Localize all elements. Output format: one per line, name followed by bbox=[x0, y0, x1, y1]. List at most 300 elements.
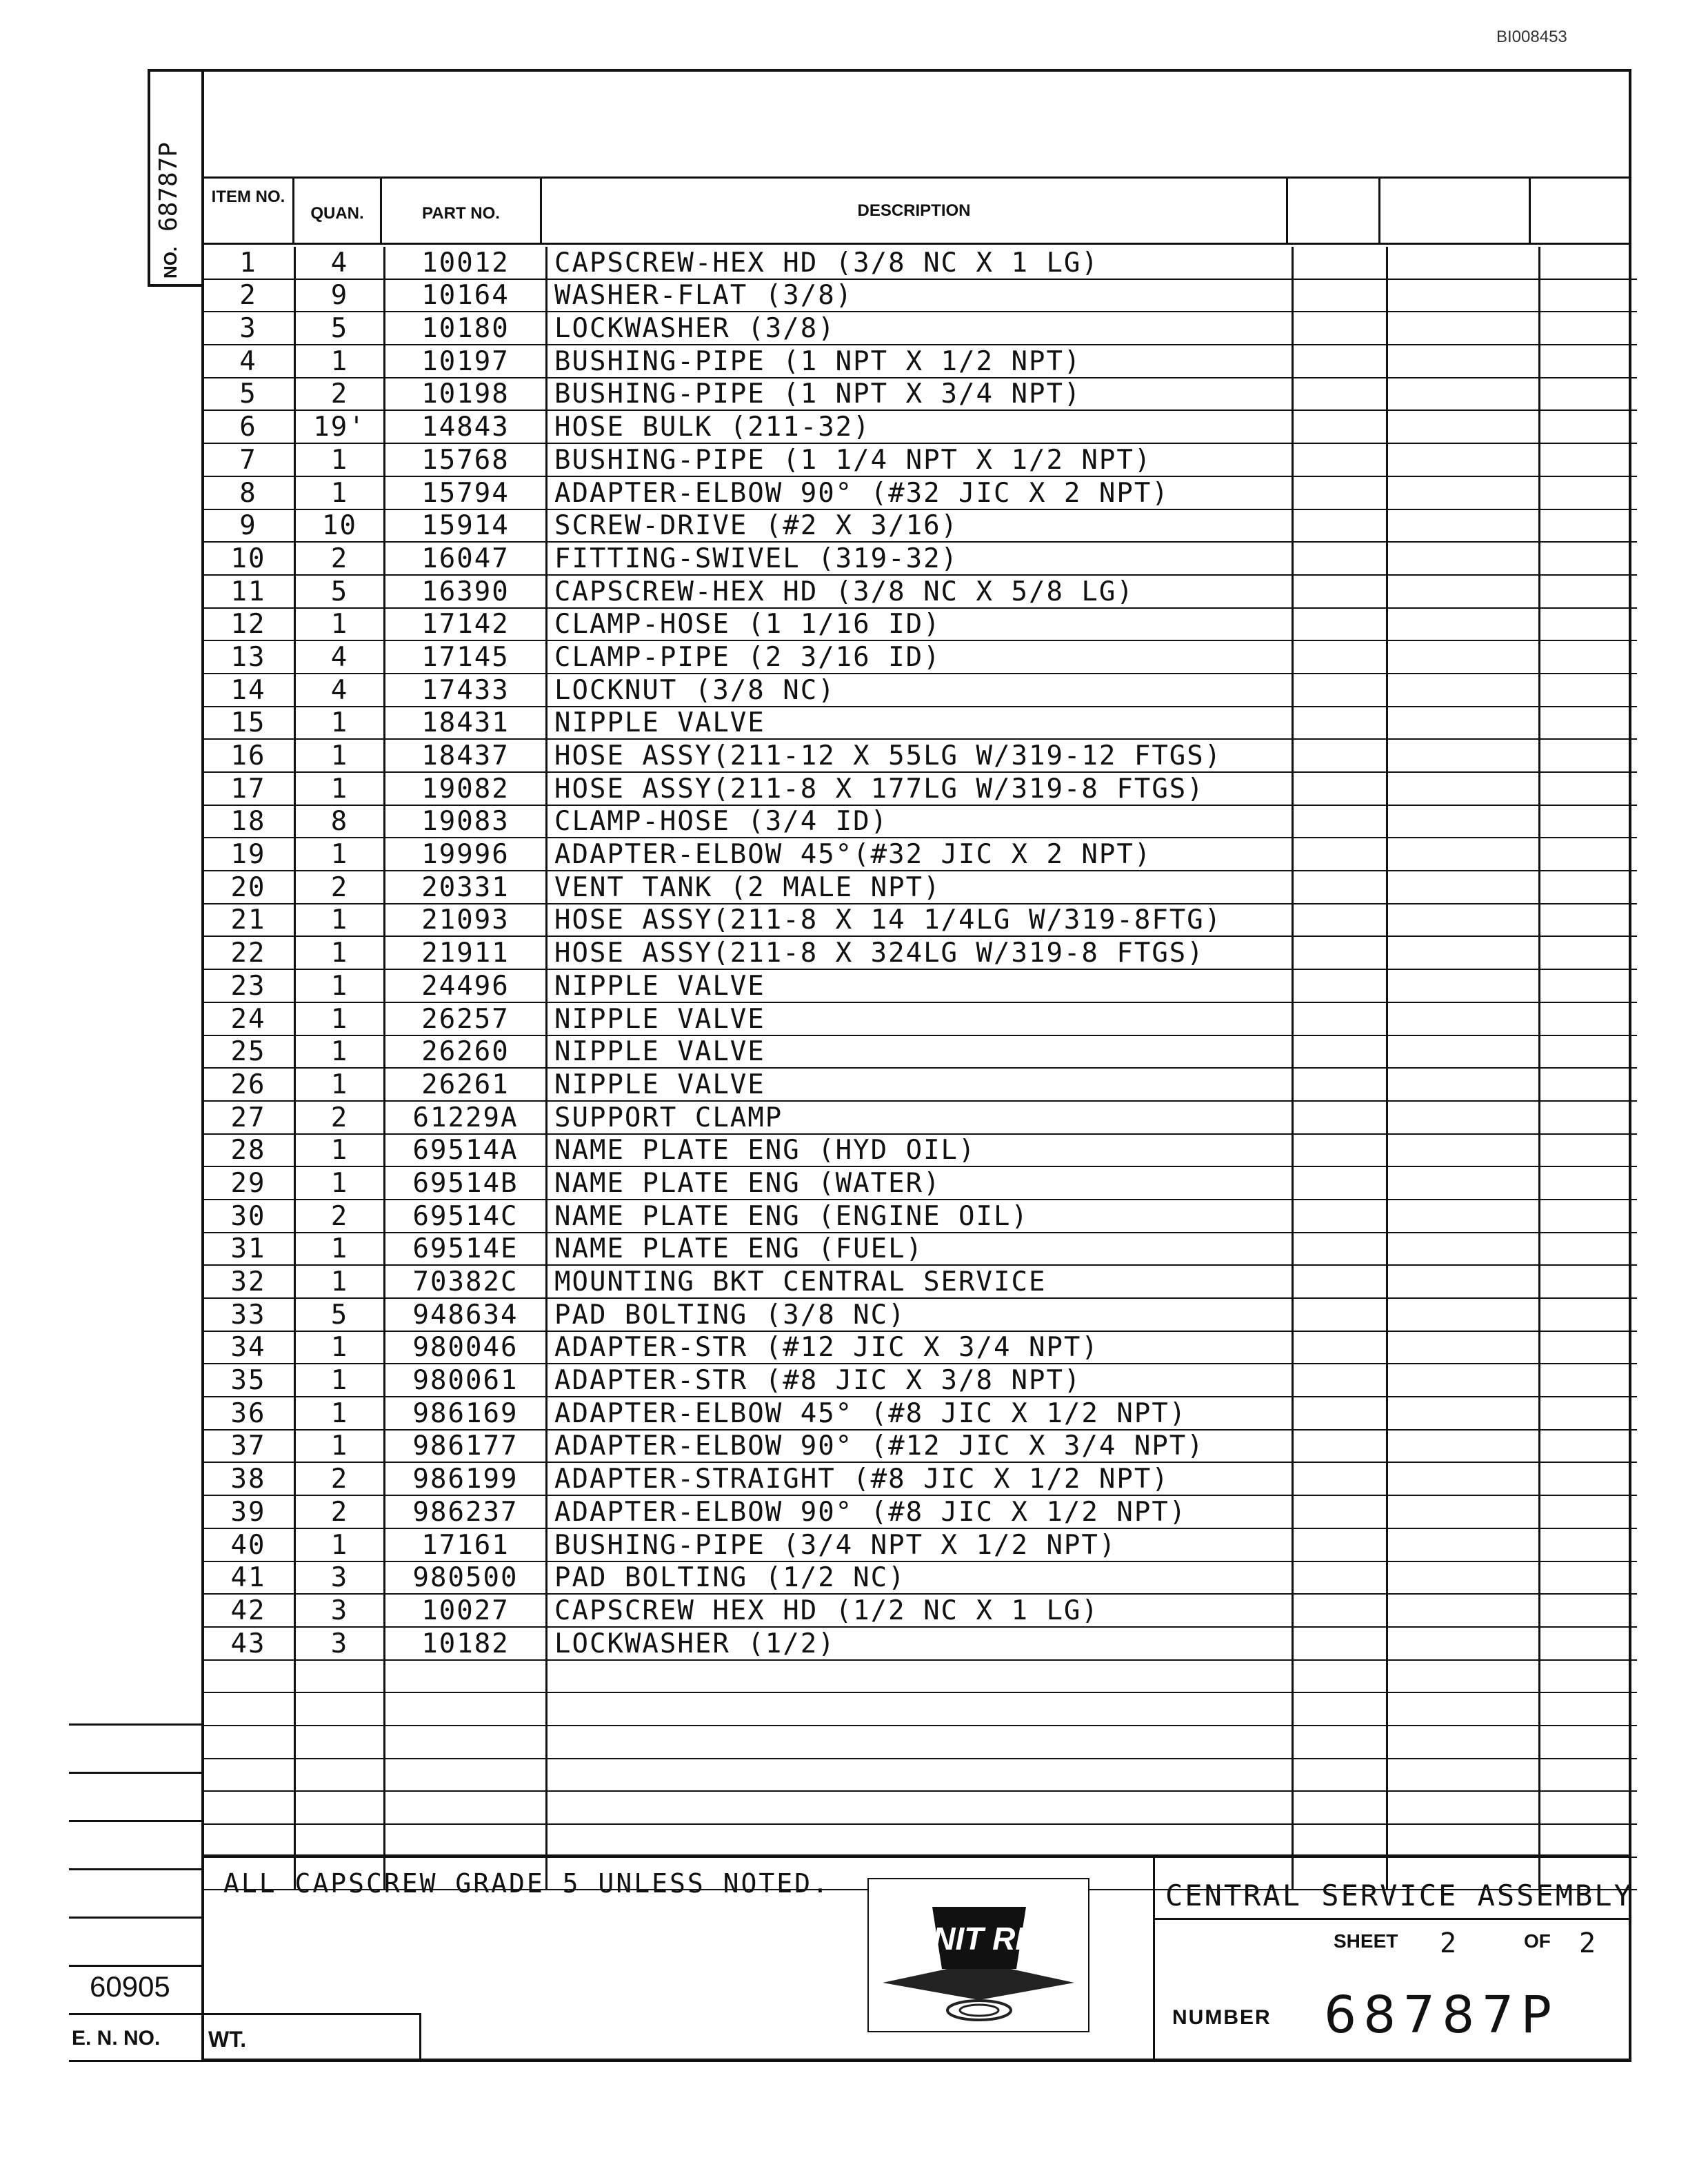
part-number-cell: 26261 bbox=[385, 1068, 547, 1101]
blank-cell bbox=[547, 1660, 1293, 1693]
extra-cell bbox=[1293, 640, 1387, 674]
header-bottom-rule bbox=[201, 243, 1631, 245]
extra-cell bbox=[1387, 608, 1540, 641]
general-note: ALL CAPSCREW GRADE 5 UNLESS NOTED. bbox=[223, 1868, 830, 1899]
blank-cell bbox=[1387, 1726, 1540, 1759]
description-cell: HOSE ASSY(211-8 X 14 1/4LG W/319-8FTG) bbox=[547, 904, 1293, 937]
part-number-cell: 16047 bbox=[385, 542, 547, 575]
assembly-title: CENTRAL SERVICE ASSEMBLY bbox=[1165, 1879, 1634, 1912]
part-number-cell: 948634 bbox=[385, 1298, 547, 1331]
extra-cell bbox=[1387, 378, 1540, 411]
item-number-cell: 18 bbox=[203, 805, 295, 838]
description-cell: NAME PLATE ENG (WATER) bbox=[547, 1166, 1293, 1200]
table-row bbox=[203, 707, 1637, 740]
blank-cell bbox=[1387, 1791, 1540, 1824]
extra-cell bbox=[1293, 871, 1387, 904]
extra-cell bbox=[1293, 805, 1387, 838]
extra-cell bbox=[1293, 739, 1387, 772]
extra-cell bbox=[1387, 312, 1540, 345]
part-number-cell: 15794 bbox=[385, 476, 547, 509]
description-cell: NIPPLE VALVE bbox=[547, 969, 1293, 1002]
notes-top-rule bbox=[201, 1854, 1631, 1857]
item-number-cell: 32 bbox=[203, 1265, 295, 1298]
extra-cell bbox=[1540, 805, 1638, 838]
description-cell: SCREW-DRIVE (#2 X 3/16) bbox=[547, 509, 1293, 543]
part-number-cell: 980046 bbox=[385, 1331, 547, 1364]
part-number-cell: 10027 bbox=[385, 1594, 547, 1627]
table-row bbox=[203, 1561, 1637, 1595]
extra-cell bbox=[1387, 674, 1540, 707]
description-cell: PAD BOLTING (1/2 NC) bbox=[547, 1561, 1293, 1595]
extra-cell bbox=[1293, 1364, 1387, 1397]
description-cell: CLAMP-HOSE (3/4 ID) bbox=[547, 805, 1293, 838]
extra-cell bbox=[1293, 1166, 1387, 1200]
part-number-cell: 980500 bbox=[385, 1561, 547, 1595]
item-number-cell: 24 bbox=[203, 1002, 295, 1035]
blank-cell bbox=[1540, 1692, 1638, 1726]
header-description: DESCRIPTION bbox=[857, 201, 971, 220]
extra-cell bbox=[1540, 476, 1638, 509]
quantity-cell: 1 bbox=[295, 707, 385, 740]
blank-table-row bbox=[203, 1824, 1637, 1857]
sheet-number: 2 bbox=[1440, 1928, 1457, 1959]
description-cell: LOCKNUT (3/8 NC) bbox=[547, 674, 1293, 707]
extra-cell bbox=[1540, 1035, 1638, 1069]
description-cell: CLAMP-HOSE (1 1/16 ID) bbox=[547, 608, 1293, 641]
item-number-cell: 16 bbox=[203, 739, 295, 772]
item-number-cell: 43 bbox=[203, 1627, 295, 1660]
extra-cell bbox=[1387, 279, 1540, 312]
description-cell: BUSHING-PIPE (1 1/4 NPT X 1/2 NPT) bbox=[547, 443, 1293, 476]
blank-cell bbox=[1293, 1692, 1387, 1726]
item-number-cell: 12 bbox=[203, 608, 295, 641]
extra-cell bbox=[1293, 1331, 1387, 1364]
drawing-number-tab bbox=[148, 69, 201, 287]
quantity-cell: 5 bbox=[295, 1298, 385, 1331]
table-row bbox=[203, 1627, 1637, 1660]
item-number-cell: 9 bbox=[203, 509, 295, 543]
extra-cell bbox=[1540, 772, 1638, 805]
quantity-cell: 1 bbox=[295, 608, 385, 641]
extra-cell bbox=[1387, 1627, 1540, 1660]
item-number-cell: 31 bbox=[203, 1233, 295, 1266]
extra-cell bbox=[1540, 1265, 1638, 1298]
part-number-cell: 10182 bbox=[385, 1627, 547, 1660]
extra-cell bbox=[1387, 936, 1540, 969]
extra-cell bbox=[1540, 1200, 1638, 1233]
item-number-cell: 13 bbox=[203, 640, 295, 674]
part-number-cell: 986169 bbox=[385, 1397, 547, 1430]
extra-cell bbox=[1387, 542, 1540, 575]
extra-cell bbox=[1293, 509, 1387, 543]
extra-cell bbox=[1387, 1101, 1540, 1134]
quantity-cell: 2 bbox=[295, 871, 385, 904]
description-cell: LOCKWASHER (1/2) bbox=[547, 1627, 1293, 1660]
en-number-value: 60905 bbox=[90, 1970, 170, 2003]
blank-cell bbox=[1293, 1824, 1387, 1857]
blank-cell bbox=[295, 1692, 385, 1726]
description-cell: HOSE ASSY(211-8 X 177LG W/319-8 FTGS) bbox=[547, 772, 1293, 805]
quantity-cell: 1 bbox=[295, 936, 385, 969]
part-number-cell: 15914 bbox=[385, 509, 547, 543]
extra-cell bbox=[1387, 707, 1540, 740]
part-number-cell: 20331 bbox=[385, 871, 547, 904]
item-number-cell: 8 bbox=[203, 476, 295, 509]
quantity-cell: 1 bbox=[295, 838, 385, 871]
extra-cell bbox=[1540, 1233, 1638, 1266]
extra-cell bbox=[1540, 871, 1638, 904]
item-number-cell: 7 bbox=[203, 443, 295, 476]
table-row bbox=[203, 1462, 1637, 1495]
logo-text: UNIT RIG bbox=[910, 1921, 1049, 1957]
extra-cell bbox=[1540, 247, 1638, 279]
table-row bbox=[203, 969, 1637, 1002]
extra-cell bbox=[1293, 1101, 1387, 1134]
extra-cell bbox=[1293, 575, 1387, 608]
extra-cell bbox=[1293, 1430, 1387, 1463]
item-number-cell: 30 bbox=[203, 1200, 295, 1233]
table-row bbox=[203, 1495, 1637, 1528]
extra-cell bbox=[1540, 904, 1638, 937]
part-number-cell: 19082 bbox=[385, 772, 547, 805]
extra-cell bbox=[1293, 1134, 1387, 1167]
table-row bbox=[203, 509, 1637, 543]
extra-cell bbox=[1293, 279, 1387, 312]
extra-cell bbox=[1293, 969, 1387, 1002]
extra-cell bbox=[1540, 707, 1638, 740]
extra-cell bbox=[1387, 509, 1540, 543]
sheet-label: SHEET bbox=[1334, 1930, 1398, 1952]
item-number-cell: 17 bbox=[203, 772, 295, 805]
extra-cell bbox=[1540, 1627, 1638, 1660]
part-number-cell: 19083 bbox=[385, 805, 547, 838]
item-number-cell: 10 bbox=[203, 542, 295, 575]
table-row bbox=[203, 542, 1637, 575]
extra-cell bbox=[1540, 640, 1638, 674]
quantity-cell: 1 bbox=[295, 1265, 385, 1298]
table-row bbox=[203, 772, 1637, 805]
item-number-cell: 20 bbox=[203, 871, 295, 904]
item-number-cell: 6 bbox=[203, 410, 295, 443]
part-number-cell: 10198 bbox=[385, 378, 547, 411]
extra-cell bbox=[1293, 1068, 1387, 1101]
extra-cell bbox=[1540, 279, 1638, 312]
blank-cell bbox=[1540, 1791, 1638, 1824]
item-number-cell: 39 bbox=[203, 1495, 295, 1528]
table-row bbox=[203, 871, 1637, 904]
extra-cell bbox=[1540, 969, 1638, 1002]
part-number-cell: 61229A bbox=[385, 1101, 547, 1134]
description-cell: CAPSCREW-HEX HD (3/8 NC X 5/8 LG) bbox=[547, 575, 1293, 608]
table-row bbox=[203, 904, 1637, 937]
quantity-cell: 1 bbox=[295, 1430, 385, 1463]
quantity-cell: 5 bbox=[295, 575, 385, 608]
item-number-cell: 34 bbox=[203, 1331, 295, 1364]
description-cell: ADAPTER-ELBOW 90° (#8 JIC X 1/2 NPT) bbox=[547, 1495, 1293, 1528]
table-row bbox=[203, 443, 1637, 476]
extra-cell bbox=[1293, 772, 1387, 805]
description-cell: VENT TANK (2 MALE NPT) bbox=[547, 871, 1293, 904]
extra-cell bbox=[1540, 1068, 1638, 1101]
table-row bbox=[203, 838, 1637, 871]
part-number-cell: 14843 bbox=[385, 410, 547, 443]
description-cell: ADAPTER-STR (#12 JIC X 3/4 NPT) bbox=[547, 1331, 1293, 1364]
extra-cell bbox=[1293, 608, 1387, 641]
blank-cell bbox=[1540, 1759, 1638, 1792]
extra-cell bbox=[1293, 542, 1387, 575]
extra-cell bbox=[1387, 1265, 1540, 1298]
description-cell: CAPSCREW HEX HD (1/2 NC X 1 LG) bbox=[547, 1594, 1293, 1627]
en-number-label: E. N. NO. bbox=[72, 2027, 161, 2050]
extra-cell bbox=[1387, 1364, 1540, 1397]
extra-cell bbox=[1293, 476, 1387, 509]
extra-cell bbox=[1293, 443, 1387, 476]
table-row bbox=[203, 575, 1637, 608]
blank-cell bbox=[203, 1692, 295, 1726]
blank-cell bbox=[1387, 1824, 1540, 1857]
extra-cell bbox=[1293, 378, 1387, 411]
extra-cell bbox=[1293, 1265, 1387, 1298]
blank-cell bbox=[1387, 1660, 1540, 1693]
item-number-cell: 26 bbox=[203, 1068, 295, 1101]
quantity-cell: 4 bbox=[295, 247, 385, 279]
extra-cell bbox=[1540, 443, 1638, 476]
extra-cell bbox=[1293, 936, 1387, 969]
description-cell: NIPPLE VALVE bbox=[547, 1068, 1293, 1101]
extra-cell bbox=[1387, 805, 1540, 838]
part-number-cell: 69514B bbox=[385, 1166, 547, 1200]
description-cell: BUSHING-PIPE (1 NPT X 1/2 NPT) bbox=[547, 345, 1293, 378]
blank-cell bbox=[547, 1791, 1293, 1824]
extra-cell bbox=[1387, 1430, 1540, 1463]
title-block-divider bbox=[1153, 1854, 1155, 2061]
header-top-rule bbox=[201, 176, 1631, 179]
extra-cell bbox=[1387, 1200, 1540, 1233]
table-row bbox=[203, 936, 1637, 969]
part-number-cell: 24496 bbox=[385, 969, 547, 1002]
extra-cell bbox=[1387, 1561, 1540, 1595]
description-cell: CLAMP-PIPE (2 3/16 ID) bbox=[547, 640, 1293, 674]
part-number-cell: 980061 bbox=[385, 1364, 547, 1397]
blank-cell bbox=[203, 1660, 295, 1693]
item-number-cell: 27 bbox=[203, 1101, 295, 1134]
blank-cell bbox=[203, 1824, 295, 1857]
blank-table-row bbox=[203, 1660, 1637, 1693]
blank-cell bbox=[385, 1759, 547, 1792]
table-row bbox=[203, 1002, 1637, 1035]
quantity-cell: 1 bbox=[295, 904, 385, 937]
blank-cell bbox=[385, 1726, 547, 1759]
extra-cell bbox=[1293, 1528, 1387, 1561]
part-number-cell: 986237 bbox=[385, 1495, 547, 1528]
quantity-cell: 9 bbox=[295, 279, 385, 312]
item-number-cell: 3 bbox=[203, 312, 295, 345]
quantity-cell: 2 bbox=[295, 1200, 385, 1233]
table-row bbox=[203, 1134, 1637, 1167]
extra-cell bbox=[1293, 312, 1387, 345]
header-quan: QUAN. bbox=[310, 204, 364, 223]
quantity-cell: 1 bbox=[295, 1233, 385, 1266]
extra-cell bbox=[1540, 575, 1638, 608]
extra-cell bbox=[1540, 1002, 1638, 1035]
description-cell: PAD BOLTING (3/8 NC) bbox=[547, 1298, 1293, 1331]
quantity-cell: 1 bbox=[295, 345, 385, 378]
table-row bbox=[203, 640, 1637, 674]
extra-cell bbox=[1540, 936, 1638, 969]
sheet-total: 2 bbox=[1579, 1928, 1596, 1959]
table-row bbox=[203, 1364, 1637, 1397]
blank-cell bbox=[385, 1692, 547, 1726]
part-number-cell: 26257 bbox=[385, 1002, 547, 1035]
description-cell: NAME PLATE ENG (FUEL) bbox=[547, 1233, 1293, 1266]
quantity-cell: 5 bbox=[295, 312, 385, 345]
extra-cell bbox=[1387, 1233, 1540, 1266]
extra-cell bbox=[1387, 1331, 1540, 1364]
extra-cell bbox=[1540, 312, 1638, 345]
blank-cell bbox=[1387, 1692, 1540, 1726]
extra-cell bbox=[1387, 443, 1540, 476]
extra-cell bbox=[1387, 1035, 1540, 1069]
description-cell: NAME PLATE ENG (HYD OIL) bbox=[547, 1134, 1293, 1167]
blank-cell bbox=[1540, 1824, 1638, 1857]
part-number-cell: 986199 bbox=[385, 1462, 547, 1495]
description-cell: BUSHING-PIPE (1 NPT X 3/4 NPT) bbox=[547, 378, 1293, 411]
part-number-cell: 69514E bbox=[385, 1233, 547, 1266]
quantity-cell: 1 bbox=[295, 772, 385, 805]
extra-cell bbox=[1387, 1462, 1540, 1495]
table-row bbox=[203, 312, 1637, 345]
item-number-cell: 37 bbox=[203, 1430, 295, 1463]
part-number-cell: 18437 bbox=[385, 739, 547, 772]
extra-cell bbox=[1387, 1495, 1540, 1528]
item-number-cell: 14 bbox=[203, 674, 295, 707]
description-cell: ADAPTER-ELBOW 90° (#12 JIC X 3/4 NPT) bbox=[547, 1430, 1293, 1463]
extra-cell bbox=[1387, 476, 1540, 509]
quantity-cell: 1 bbox=[295, 1364, 385, 1397]
drawing-number: 68787P bbox=[1324, 1985, 1559, 2045]
quantity-cell: 3 bbox=[295, 1561, 385, 1595]
extra-cell bbox=[1540, 378, 1638, 411]
item-number-cell: 40 bbox=[203, 1528, 295, 1561]
part-number-cell: 10012 bbox=[385, 247, 547, 279]
extra-cell bbox=[1540, 1561, 1638, 1595]
table-row bbox=[203, 1166, 1637, 1200]
part-number-cell: 26260 bbox=[385, 1035, 547, 1069]
blank-cell bbox=[385, 1791, 547, 1824]
part-number-cell: 21911 bbox=[385, 936, 547, 969]
table-row bbox=[203, 739, 1637, 772]
quantity-cell: 2 bbox=[295, 1101, 385, 1134]
blank-cell bbox=[1387, 1759, 1540, 1792]
part-number-cell: 10180 bbox=[385, 312, 547, 345]
table-row bbox=[203, 410, 1637, 443]
quantity-cell: 8 bbox=[295, 805, 385, 838]
extra-cell bbox=[1387, 640, 1540, 674]
extra-cell bbox=[1540, 1528, 1638, 1561]
extra-cell bbox=[1387, 1594, 1540, 1627]
extra-cell bbox=[1293, 1002, 1387, 1035]
extra-cell bbox=[1540, 1397, 1638, 1430]
quantity-cell: 10 bbox=[295, 509, 385, 543]
blank-table-row bbox=[203, 1759, 1637, 1792]
table-row bbox=[203, 476, 1637, 509]
description-cell: ADAPTER-ELBOW 45°(#32 JIC X 2 NPT) bbox=[547, 838, 1293, 871]
extra-cell bbox=[1540, 1331, 1638, 1364]
quantity-cell: 1 bbox=[295, 1528, 385, 1561]
extra-cell bbox=[1293, 247, 1387, 279]
item-number-cell: 35 bbox=[203, 1364, 295, 1397]
blank-cell bbox=[295, 1824, 385, 1857]
item-number-cell: 29 bbox=[203, 1166, 295, 1200]
item-number-cell: 28 bbox=[203, 1134, 295, 1167]
part-number-cell: 21093 bbox=[385, 904, 547, 937]
table-row bbox=[203, 279, 1637, 312]
quantity-cell: 4 bbox=[295, 640, 385, 674]
blank-cell bbox=[547, 1824, 1293, 1857]
blank-cell bbox=[203, 1726, 295, 1759]
blank-cell bbox=[1293, 1726, 1387, 1759]
description-cell: WASHER-FLAT (3/8) bbox=[547, 279, 1293, 312]
extra-cell bbox=[1540, 410, 1638, 443]
description-cell: HOSE ASSY(211-12 X 55LG W/319-12 FTGS) bbox=[547, 739, 1293, 772]
extra-cell bbox=[1387, 345, 1540, 378]
extra-cell bbox=[1293, 1627, 1387, 1660]
part-number-cell: 70382C bbox=[385, 1265, 547, 1298]
extra-cell bbox=[1387, 1528, 1540, 1561]
description-cell: MOUNTING BKT CENTRAL SERVICE bbox=[547, 1265, 1293, 1298]
part-number-cell: 19996 bbox=[385, 838, 547, 871]
extra-cell bbox=[1540, 1495, 1638, 1528]
blank-cell bbox=[547, 1726, 1293, 1759]
table-row bbox=[203, 1397, 1637, 1430]
item-number-cell: 5 bbox=[203, 378, 295, 411]
blank-table-row bbox=[203, 1692, 1637, 1726]
quantity-cell: 2 bbox=[295, 1462, 385, 1495]
quantity-cell: 19' bbox=[295, 410, 385, 443]
description-cell: HOSE BULK (211-32) bbox=[547, 410, 1293, 443]
blank-table-row bbox=[203, 1726, 1637, 1759]
blank-cell bbox=[295, 1726, 385, 1759]
extra-cell bbox=[1540, 1430, 1638, 1463]
table-row bbox=[203, 345, 1637, 378]
item-number-cell: 23 bbox=[203, 969, 295, 1002]
part-number-cell: 10164 bbox=[385, 279, 547, 312]
description-cell: CAPSCREW-HEX HD (3/8 NC X 1 LG) bbox=[547, 247, 1293, 279]
quantity-cell: 2 bbox=[295, 1495, 385, 1528]
description-cell: SUPPORT CLAMP bbox=[547, 1101, 1293, 1134]
quantity-cell: 4 bbox=[295, 674, 385, 707]
extra-cell bbox=[1387, 739, 1540, 772]
quantity-cell: 1 bbox=[295, 1397, 385, 1430]
extra-cell bbox=[1540, 542, 1638, 575]
description-cell: NIPPLE VALVE bbox=[547, 707, 1293, 740]
extra-cell bbox=[1387, 1298, 1540, 1331]
blank-cell bbox=[385, 1660, 547, 1693]
extra-cell bbox=[1540, 1462, 1638, 1495]
item-number-cell: 22 bbox=[203, 936, 295, 969]
drawing-number-tab-text: NO. 68787P bbox=[154, 142, 183, 279]
header-part-no: PART NO. bbox=[422, 204, 500, 223]
extra-cell bbox=[1387, 1002, 1540, 1035]
extra-cell bbox=[1387, 1134, 1540, 1167]
blank-cell bbox=[547, 1692, 1293, 1726]
document-id: BI008453 bbox=[1496, 28, 1567, 46]
item-number-cell: 38 bbox=[203, 1462, 295, 1495]
part-number-cell: 986177 bbox=[385, 1430, 547, 1463]
quantity-cell: 1 bbox=[295, 1166, 385, 1200]
item-number-cell: 41 bbox=[203, 1561, 295, 1595]
blank-cell bbox=[1540, 1660, 1638, 1693]
